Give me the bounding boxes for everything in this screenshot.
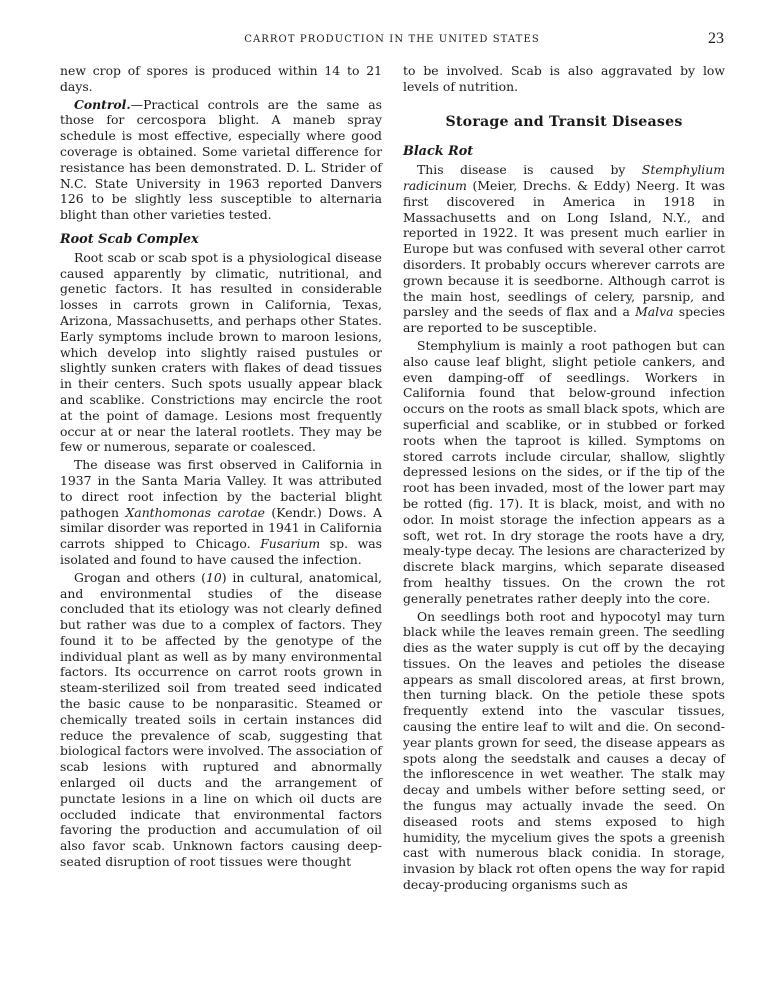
page-number: 23 — [708, 30, 724, 47]
left-column — [60, 63, 382, 870]
control-runin-heading: Control. — [74, 96, 131, 112]
paragraph-continuation: to be involved. Scab is also aggravated by low levels of nutrition. — [403, 63, 725, 94]
reference-number: 10 — [206, 569, 222, 585]
heading-storage-transit-diseases: Storage and Transit Diseases — [445, 113, 683, 130]
genus-name: Malva — [635, 304, 674, 320]
pathogen-name: Stemphylium radicinum — [403, 162, 725, 193]
pathogen-name: Xanthomonas carotae — [125, 504, 265, 520]
heading-root-scab-complex: Root Scab Complex — [60, 231, 199, 247]
running-head: CARROT PRODUCTION IN THE UNITED STATES — [244, 34, 540, 45]
paragraph-black-rot-seedlings: On seedlings both root and hypocotyl may turn black while the leaves remain green. The seedling dies as the water supply is cut off by the decaying tissues. On the leaves and petioles the disease appears as small discolored areas, at first brown, then turning black. On the petiole these spots frequently extend into the vascular tissues, causing the entire leaf to wilt and die. On second-year plants grown for seed, the disease appears as spots along the seedstalk and causes a decay of the inflorescence in wet weather. The stalk may decay and umbels wither before setting seed, or the fungus may actually invade the seed. On diseased roots and stems exposed to high humidity, the mycelium gives the spots a greenish cast with numerous black conidia. In storage, invasion by black rot often opens the way for rapid decay-producing organisms such as — [403, 608, 725, 893]
paragraph-control — [60, 97, 382, 223]
pathogen-name: Fusarium — [260, 536, 321, 552]
paragraph-root-scab-studies: Grogan and others (10) in cultural, anatomical, and environmental studies of the disease concluded that its etiology was not clearly defined but rather was due to a complex of factors. They found it to be affected by the genotype of the individual plant as well as by many environmental factors. Its occurrence on carrot roots grown in steam-sterilized soil from treated seed indicated the basic cause to be nonparasitic. Steamed or chemically treated soils in certain instances did reduce the prevalence of scab, suggesting that biological factors were involved. The association of scab lesions with ruptured and abnormally enlarged oil ducts and the arrangement of punctate lesions in a line on which oil ducts are occluded indicate that environmental factors favoring the production and accumulation of oil also favor scab. Unknown factors causing deep-seated disruption of root tissues were thought — [60, 569, 382, 870]
heading-black-rot: Black Rot — [403, 144, 474, 160]
paragraph-continuation: new crop of spores is produced within 14 to 21 days. — [60, 63, 382, 94]
control-text: —Practical controls are the same as those for cercospora blight. A maneb spray schedule is most effective, especially where good coverage is obtained. Some varietal difference for resistance has been demonstrated. D. L. Strider of N.C. State University in 1963 reported Danvers 126 to be slightly less susceptible to alternaria blight than other varieties tested. — [60, 96, 382, 223]
right-column — [403, 63, 725, 893]
paragraph-black-rot-symptoms: Stemphylium is mainly a root pathogen but can also cause leaf blight, slight petiole cankers, and even damping-off of seedlings. Workers in California found that below-ground infection occurs on the roots as small black spots, which are superficial and scablike, or in stubbed or forked roots when the taproot is killed. Symptoms on stored carrots include circular, shallow, slightly depressed lesions on the sides, or if the tip of the root has been invaded, most of the lower part may be rotted (fig. 17). It is black, moist, and with no odor. In moist storage the infection appears as a soft, wet rot. In dry storage the roots have a dry, mealy-type decay. The lesions are characterized by discrete black margins, which separate diseased from healthy tissues. On the crown the rot generally penetrates rather deeply into the core. — [403, 337, 725, 606]
paragraph-root-scab-symptoms: Root scab or scab spot is a physiological disease caused apparently by climatic, nutritional, and genetic factors. It has resulted in considerable losses in carrots grown in California, Texas, Arizona, Massachusetts, and perhaps other States. Early symptoms include brown to maroon lesions, which develop into slightly raised pustules or slightly sunken craters with flakes of dead tissues in their centers. Such spots usually appear black and scablike. Constrictions may encircle the root at the point of damage. Lesions most frequently occur at or near the lateral rootlets. They may be few or numerous, separate or coalesced. — [60, 249, 382, 455]
paragraph-black-rot-cause: This disease is caused by Stemphylium radicinum (Meier, Drechs. & Eddy) Neerg. It was first discovered in America in 1918 in Massachusetts and on Long Island, N.Y., and reported in 1922. It was present much earlier in Europe but was confused with several other carrot disorders. It probably occurs wherever carrots are grown because it is seedborne. Although carrot is the main host, seedlings of celery, parsnip, and parsley and the seeds of flax and a Malva species are reported to be susceptible. — [403, 162, 726, 336]
page-header — [60, 30, 724, 51]
paragraph-root-scab-history: The disease was first observed in California in 1937 in the Santa Maria Valley. It was attributed to direct root infection by the bacterial blight pathogen Xanthomonas carotae (Kendr.) Dows. A similar disorder was reported in 1941 in California carrots shipped to Chicago. Fusarium sp. was isolated and found to have caused the infection. — [60, 457, 383, 567]
